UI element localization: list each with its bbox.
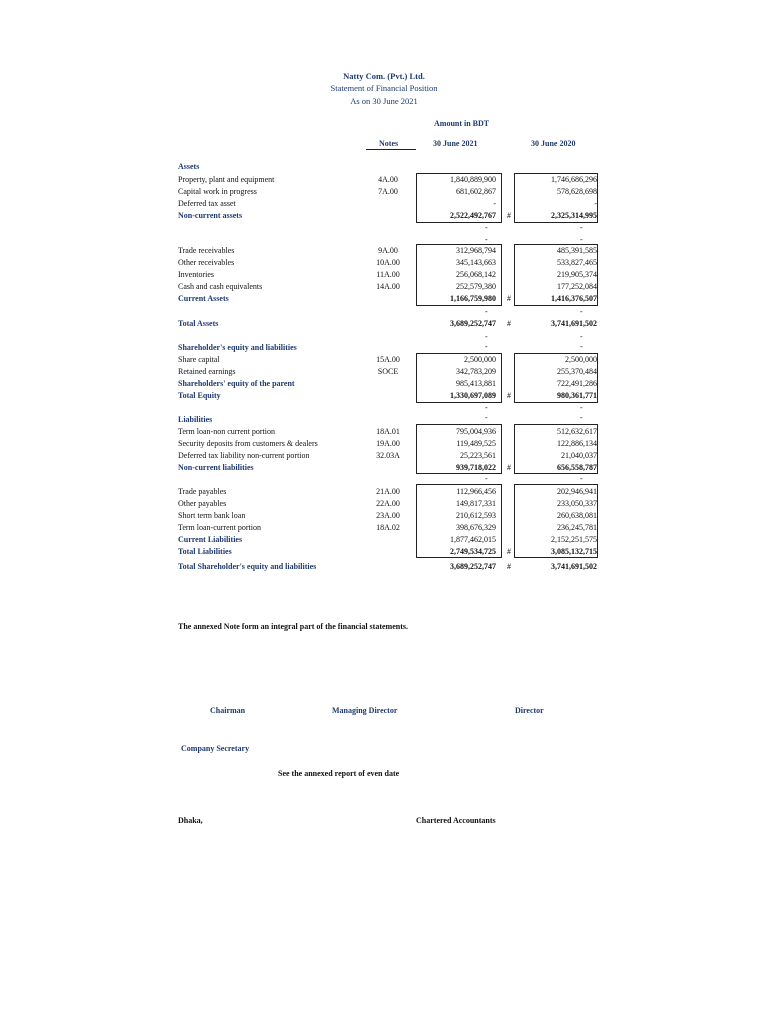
row-label: Shareholder's equity and liabilities — [178, 343, 297, 352]
managing-director-signature: Managing Director — [332, 706, 398, 715]
amount-2020: 656,558,787 — [557, 463, 597, 472]
row-note: SOCE — [377, 367, 399, 376]
row-label: Shareholders' equity of the parent — [178, 379, 295, 388]
amount-2021: 252,579,380 — [456, 282, 496, 291]
row-label: Current Assets — [178, 294, 229, 303]
row-note: 32.03A — [376, 451, 400, 460]
amount-2020: 260,638,081 — [557, 511, 597, 520]
amount-2020: 980,361,771 — [557, 391, 597, 400]
row-label: Capital work in progress — [178, 187, 257, 196]
row-label: Share capital — [178, 355, 220, 364]
table-row — [0, 487, 768, 499]
dash-mark: - — [580, 332, 583, 341]
amount-2021: 2,500,000 — [464, 355, 496, 364]
table-row — [0, 535, 768, 547]
row-label: Current Liabilities — [178, 535, 243, 544]
amount-2020: 177,252,084 — [557, 282, 597, 291]
hash-marker: # — [507, 391, 511, 400]
dash-mark: - — [580, 223, 583, 232]
company-name: Natty Com. (Pvt.) Ltd. — [343, 71, 425, 81]
row-note: 10A.00 — [376, 258, 400, 267]
annexed-note: The annexed Note form an integral part of the financial statements. — [178, 622, 408, 631]
table-row — [0, 199, 768, 211]
row-label: Trade payables — [178, 487, 227, 496]
report-note: See the annexed report of even date — [278, 769, 400, 778]
row-note: 22A.00 — [376, 499, 400, 508]
amount-2021: - — [493, 199, 496, 208]
table-row — [0, 451, 768, 463]
row-label: Property, plant and equipment — [178, 175, 275, 184]
statement-title: Statement of Financial Position — [330, 83, 438, 93]
row-label: Other payables — [178, 499, 227, 508]
dash-mark: - — [485, 332, 488, 341]
amount-2020: 122,886,134 — [557, 439, 597, 448]
chairman-signature: Chairman — [210, 706, 246, 715]
row-label: Non-current liabilities — [178, 463, 254, 472]
table-row — [0, 391, 768, 403]
table-row — [0, 319, 768, 331]
table-row — [0, 246, 768, 258]
table-row — [0, 270, 768, 282]
amount-2020: 485,391,585 — [557, 246, 597, 255]
amount-2021: 985,413,881 — [456, 379, 496, 388]
row-note: 18A.02 — [376, 523, 400, 532]
row-label: Total Assets — [178, 319, 219, 328]
dash-mark: - — [580, 403, 583, 412]
table-row — [0, 547, 768, 559]
dash-mark: - — [580, 474, 583, 483]
amount-2020: 219,905,374 — [557, 270, 597, 279]
amount-2021: 312,968,794 — [456, 246, 496, 255]
row-label: Term loan-non current portion — [178, 427, 275, 436]
amount-2021: 1,840,889,900 — [450, 175, 496, 184]
row-label: Other receivables — [178, 258, 235, 267]
table-row — [0, 562, 768, 574]
row-label: Total Liabilities — [178, 547, 232, 556]
row-label: Deferred tax liability non-current portion — [178, 451, 310, 460]
amount-2020: 533,827,465 — [557, 258, 597, 267]
dash-mark: - — [580, 413, 583, 422]
amount-2020: 2,325,314,995 — [551, 211, 597, 220]
amount-2020: 3,741,691,502 — [551, 319, 597, 328]
amount-2021: 149,817,331 — [456, 499, 496, 508]
amount-2021: 795,004,936 — [456, 427, 496, 436]
table-row — [0, 258, 768, 270]
amount-2021: 398,676,329 — [456, 523, 496, 532]
row-label: Security deposits from customers & dealers — [178, 439, 318, 448]
dash-mark: - — [580, 235, 583, 244]
hash-marker: # — [507, 319, 511, 328]
amount-2020: 2,152,251,575 — [551, 535, 597, 544]
row-note: 18A.01 — [376, 427, 400, 436]
row-label: Liabilities — [178, 415, 213, 424]
amount-2020: 21,040,037 — [561, 451, 597, 460]
amount-2020: 233,050,337 — [557, 499, 597, 508]
amount-2021: 25,223,561 — [460, 451, 496, 460]
amount-2020: 3,085,132,715 — [551, 547, 597, 556]
dash-mark: - — [485, 342, 488, 351]
notes-header: Notes — [379, 139, 399, 148]
amount-2021: 342,783,209 — [456, 367, 496, 376]
table-row — [0, 187, 768, 199]
amount-2021: 3,689,252,747 — [450, 562, 496, 571]
amount-2021: 345,143,663 — [456, 258, 496, 267]
amount-2021: 681,602,867 — [456, 187, 496, 196]
as-on-date: As on 30 June 2021 — [350, 96, 418, 106]
amount-2020: 1,416,376,507 — [551, 294, 597, 303]
row-note: 15A.00 — [376, 355, 400, 364]
hash-marker: # — [507, 547, 511, 556]
amount-2021: 119,489,525 — [456, 439, 496, 448]
table-row — [0, 343, 768, 355]
amount-2021: 2,522,492,767 — [450, 211, 496, 220]
dash-mark: - — [485, 235, 488, 244]
amount-caption: Amount in BDT — [434, 119, 490, 128]
amount-2020: 202,946,941 — [557, 487, 597, 496]
table-row — [0, 463, 768, 475]
director-signature: Director — [515, 706, 544, 715]
row-label: Cash and cash equivalents — [178, 282, 263, 291]
amount-2021: 1,330,697,089 — [450, 391, 496, 400]
dash-mark: - — [485, 307, 488, 316]
amount-2021: 256,068,142 — [456, 270, 496, 279]
hash-marker: # — [507, 294, 511, 303]
amount-2020: 1,746,686,296 — [551, 175, 597, 184]
row-label: Deferred tax asset — [178, 199, 236, 208]
row-note: 21A.00 — [376, 487, 400, 496]
amount-2021: 3,689,252,747 — [450, 319, 496, 328]
row-note: 19A.00 — [376, 439, 400, 448]
year-2020-header: 30 June 2020 — [531, 139, 576, 148]
dash-mark: - — [485, 223, 488, 232]
table-row — [0, 282, 768, 294]
hash-marker: # — [507, 463, 511, 472]
dash-mark: - — [485, 403, 488, 412]
amount-2021: 2,749,534,725 — [450, 547, 496, 556]
table-row — [0, 427, 768, 439]
row-note: 14A.00 — [376, 282, 400, 291]
amount-2021: 210,612,593 — [456, 511, 496, 520]
table-row — [0, 355, 768, 367]
amount-2020: 512,632,617 — [557, 427, 597, 436]
table-row — [0, 499, 768, 511]
row-note: 4A.00 — [378, 175, 398, 184]
year-2021-header: 30 June 2021 — [433, 139, 478, 148]
dash-mark: - — [580, 342, 583, 351]
table-row — [0, 523, 768, 535]
amount-2020: - — [594, 199, 597, 208]
amount-2021: 1,166,759,980 — [450, 294, 496, 303]
row-label: Non-current assets — [178, 211, 243, 220]
dash-mark: - — [580, 307, 583, 316]
amount-2020: 3,741,691,502 — [551, 562, 597, 571]
amount-2020: 2,500,000 — [565, 355, 597, 364]
dash-mark: - — [485, 474, 488, 483]
table-row — [0, 294, 768, 306]
row-label: Short term bank loan — [178, 511, 246, 520]
row-label: Trade receivables — [178, 246, 235, 255]
amount-2020: 578,628,698 — [557, 187, 597, 196]
row-note: 23A.00 — [376, 511, 400, 520]
amount-2021: 112,966,456 — [456, 487, 496, 496]
table-row — [0, 439, 768, 451]
row-label: Total Equity — [178, 391, 221, 400]
hash-marker: # — [507, 562, 511, 571]
amount-2021: 1,877,462,015 — [450, 535, 496, 544]
row-label: Total Shareholder's equity and liabilities — [178, 562, 317, 571]
table-row — [0, 379, 768, 391]
auditors: Chartered Accountants — [416, 816, 496, 825]
row-note: 9A.00 — [378, 246, 398, 255]
amount-2021: 939,718,022 — [456, 463, 496, 472]
company-secretary-signature: Company Secretary — [181, 744, 250, 753]
hash-marker: # — [507, 211, 511, 220]
row-label: Term loan-current portion — [178, 523, 261, 532]
row-note: 7A.00 — [378, 187, 398, 196]
table-row — [0, 162, 768, 174]
table-row — [0, 511, 768, 523]
table-row — [0, 211, 768, 223]
amount-2020: 255,370,484 — [557, 367, 597, 376]
table-row — [0, 367, 768, 379]
row-label: Inventories — [178, 270, 214, 279]
row-note: 11A.00 — [376, 270, 400, 279]
dash-mark: - — [485, 413, 488, 422]
amount-2020: 236,245,781 — [557, 523, 597, 532]
amount-2020: 722,491,286 — [557, 379, 597, 388]
row-label: Retained earnings — [178, 367, 236, 376]
table-row — [0, 415, 768, 427]
row-label: Assets — [178, 162, 200, 171]
place: Dhaka, — [178, 816, 203, 825]
table-row — [0, 175, 768, 187]
notes-underline — [366, 149, 416, 150]
